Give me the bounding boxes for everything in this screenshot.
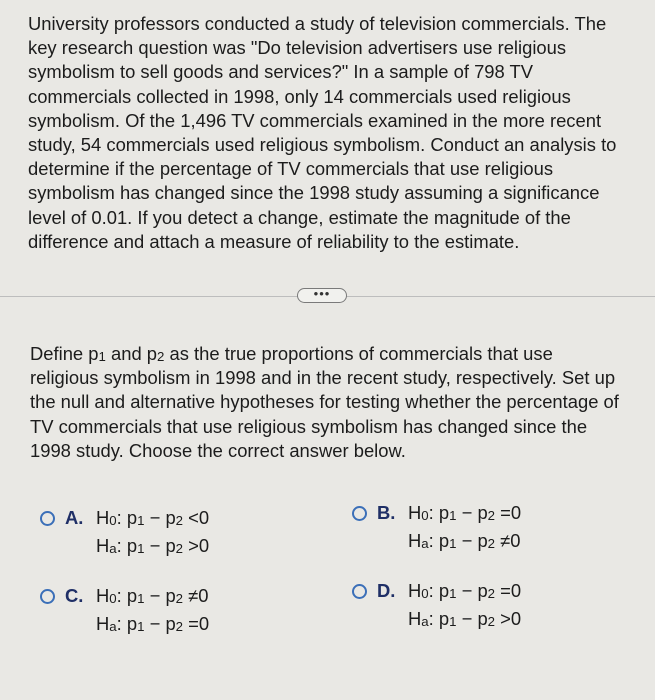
subscript: a <box>421 536 429 552</box>
option-letter: A. <box>65 507 84 528</box>
answer-option-c[interactable] <box>40 583 280 643</box>
problem-line: University professors conducted a study of television commercials. The <box>28 13 607 34</box>
hyp-text: 0 <box>510 530 521 551</box>
option-letter: B. <box>377 502 396 523</box>
hyp-text: 0 <box>510 580 522 601</box>
hyp-text: − p <box>456 530 488 551</box>
operator: = <box>188 613 199 634</box>
radio-button-d[interactable] <box>352 584 367 599</box>
subscript: 2 <box>175 513 184 529</box>
h-symbol: H <box>408 502 422 523</box>
alternative-hypothesis <box>96 533 209 558</box>
subscript: 2 <box>175 591 184 607</box>
null-hypothesis <box>96 505 209 530</box>
subscript: 0 <box>109 591 117 607</box>
operator: ≠ <box>500 530 511 551</box>
alternative-hypothesis <box>408 606 521 631</box>
operator: = <box>500 502 511 523</box>
hyp-text: : p <box>428 530 450 551</box>
subscript: 1 <box>137 591 145 607</box>
alternative-hypothesis <box>408 528 521 553</box>
operator: > <box>188 535 199 556</box>
subscript: 2 <box>175 619 184 635</box>
problem-line: study, 54 commercials used religious symbolism. Conduct an analysis to <box>28 134 617 156</box>
hyp-text: 0 <box>198 507 210 528</box>
problem-line: key research question was "Do television advertisers use religious <box>28 37 567 59</box>
question-line: TV commercials that use religious symbolism has changed since the <box>30 415 588 437</box>
question-line <box>30 342 650 366</box>
problem-line: level of 0.01. If you detect a change, estimate the magnitude of the <box>28 206 571 228</box>
hyp-text: : p <box>428 580 450 601</box>
subscript: 1 <box>98 349 106 365</box>
question-line: the null and alternative hypotheses for testing whether the percentage of <box>30 391 619 413</box>
subscript: a <box>421 614 429 630</box>
alternative-hypothesis <box>96 611 209 636</box>
hyp-text: − p <box>456 580 488 601</box>
subscript: 0 <box>421 586 429 602</box>
subscript: 2 <box>487 508 496 524</box>
hyp-text: 0 <box>510 608 522 629</box>
subscript: 2 <box>487 536 496 552</box>
h-symbol: H <box>408 530 422 551</box>
question-text: as the true proportions of commercials that use <box>164 343 553 364</box>
operator: < <box>188 507 199 528</box>
hyp-text: − p <box>456 502 488 523</box>
subscript: 0 <box>421 508 429 524</box>
radio-button-a[interactable] <box>40 511 55 526</box>
operator: = <box>500 580 511 601</box>
radio-button-c[interactable] <box>40 589 55 604</box>
hyp-text: : p <box>116 585 138 606</box>
hyp-text: 0 <box>198 535 210 556</box>
hyp-text: − p <box>456 608 488 629</box>
answer-option-b[interactable] <box>352 500 612 560</box>
h-symbol: H <box>96 613 110 634</box>
hyp-text: : p <box>116 613 138 634</box>
problem-line: symbolism to sell goods and services?" In a sample of 798 TV <box>28 61 534 83</box>
problem-line: determine if the percentage of TV commercials that use religious <box>28 158 554 180</box>
hyp-text: : p <box>116 507 138 528</box>
operator: ≠ <box>188 585 199 606</box>
hyp-text: 0 <box>198 585 209 606</box>
subscript: a <box>109 619 117 635</box>
subscript: 1 <box>449 586 457 602</box>
radio-button-b[interactable] <box>352 506 367 521</box>
subscript: 2 <box>487 586 496 602</box>
hyp-text: − p <box>144 613 176 634</box>
question-line: religious symbolism in 1998 and in the recent study, respectively. Set up <box>30 367 616 389</box>
null-hypothesis <box>408 500 521 525</box>
hyp-text: : p <box>428 608 450 629</box>
subscript: 1 <box>449 536 457 552</box>
h-symbol: H <box>96 507 110 528</box>
operator: > <box>500 608 511 629</box>
question-text: Define p <box>30 343 99 364</box>
question-line: 1998 study. Choose the correct answer below. <box>30 439 406 461</box>
h-symbol: H <box>96 585 110 606</box>
hyp-text: − p <box>144 585 176 606</box>
null-hypothesis <box>96 583 209 608</box>
problem-line: commercials collected in 1998, only 14 commercials used religious <box>28 85 571 107</box>
problem-line: symbolism has changed since the 1998 study assuming a significance <box>28 182 600 204</box>
hyp-text: : p <box>428 502 450 523</box>
h-symbol: H <box>408 580 422 601</box>
problem-line: symbolism. Of the 1,496 TV commercials examined in the more recent <box>28 109 602 131</box>
subscript: 1 <box>137 541 145 557</box>
subscript: 2 <box>157 349 165 365</box>
hyp-text: 0 <box>198 613 210 634</box>
answer-option-a[interactable] <box>40 505 280 565</box>
problem-statement <box>28 12 638 254</box>
subscript: 2 <box>175 541 184 557</box>
subscript: 1 <box>137 513 145 529</box>
question-text: and p <box>105 343 158 364</box>
hyp-text: − p <box>144 507 176 528</box>
expand-more-button[interactable]: ••• <box>297 288 347 303</box>
subscript: 1 <box>137 619 145 635</box>
hyp-text: 0 <box>510 502 522 523</box>
null-hypothesis <box>408 578 521 603</box>
hyp-text: : p <box>116 535 138 556</box>
h-symbol: H <box>96 535 110 556</box>
question-prompt <box>30 342 650 463</box>
subscript: 1 <box>449 508 457 524</box>
option-letter: D. <box>377 580 396 601</box>
subscript: 1 <box>449 614 457 630</box>
problem-line: difference and attach a measure of reliability to the estimate. <box>28 230 520 252</box>
option-letter: C. <box>65 585 84 606</box>
subscript: 2 <box>487 614 496 630</box>
subscript: 0 <box>109 513 117 529</box>
subscript: a <box>109 541 117 557</box>
h-symbol: H <box>408 608 422 629</box>
hyp-text: − p <box>144 535 176 556</box>
answer-option-d[interactable] <box>352 578 612 638</box>
